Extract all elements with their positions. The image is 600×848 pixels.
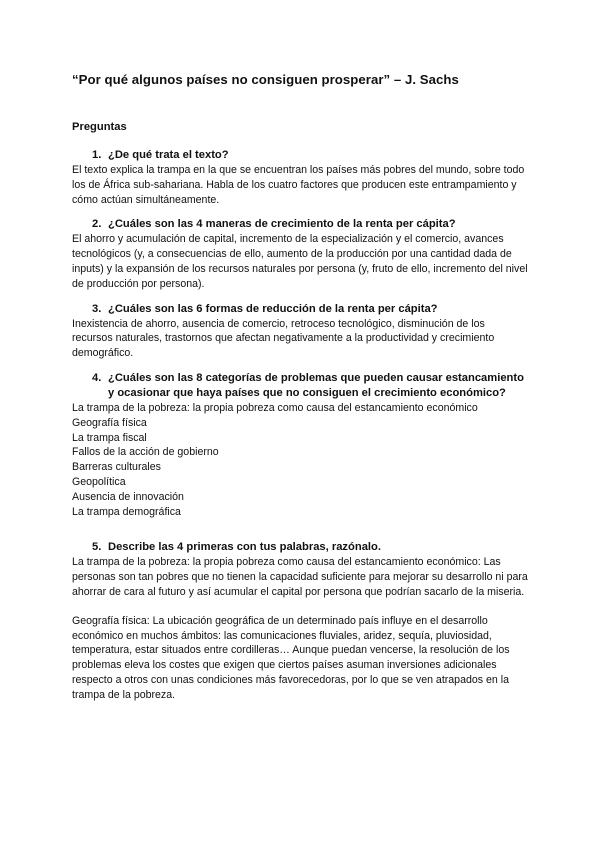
question-1	[72, 148, 528, 163]
answer-1: El texto explica la trampa en la que se encuentran los países más pobres del mundo, sobre todo los de África sub-sahariana. Habla de los cuatro factores que producen este entrampamiento y cómo actúan simultáneamente.	[72, 164, 525, 206]
question-4	[72, 371, 528, 401]
question-3-text: ¿Cuáles son las 6 formas de reducción de la renta per cápita?	[108, 302, 438, 315]
section-heading: Preguntas	[72, 121, 127, 133]
document-title: “Por qué algunos países no consiguen prosperar” – J. Sachs	[72, 72, 459, 87]
question-5-number: 5.	[92, 541, 102, 554]
question-4-number: 4.	[92, 371, 102, 384]
questions-body	[72, 148, 528, 703]
question-4-text: ¿Cuáles son las 8 categorías de problemas que pueden causar estancamiento y ocasionar que haya países que no consiguen el crecimiento económico?	[108, 371, 524, 399]
question-2	[72, 217, 528, 232]
question-1-text: ¿De qué trata el texto?	[108, 149, 229, 161]
question-2-text: ¿Cuáles son las 4 maneras de crecimiento de la renta per cápita?	[108, 218, 456, 231]
list-item: Barreras culturales	[72, 461, 161, 474]
question-1-number: 1.	[92, 149, 102, 161]
question-5	[72, 540, 528, 555]
list-item: La trampa fiscal	[72, 431, 147, 444]
question-3	[72, 302, 528, 317]
answer-5-paragraph-2: Geografía física: La ubicación geográfica de un determinado país influye en el desarrollo económico en muchos ámbitos: las comunicaciones fluviales, aridez, sequía, pluviosidad, temperatura, estar situados entre cordilleras… Aunque puedan vencerse, la resolución de los problemas eleva los costes que exigen que ciertos países asuman inversiones adicionales respecto a otros con unas condiciones más favorecedoras, por lo que se ven atrapados en la trampa de la pobreza.	[72, 614, 510, 701]
list-item: Ausencia de innovación	[72, 490, 184, 503]
list-item: Geografía física	[72, 416, 147, 429]
question-5-text: Describe las 4 primeras con tus palabras, razónalo.	[108, 541, 381, 554]
question-3-number: 3.	[92, 302, 102, 315]
answer-4-list	[72, 401, 528, 519]
list-item: Fallos de la acción de gobierno	[72, 446, 219, 459]
list-item: Geopolítica	[72, 475, 126, 488]
list-item: La trampa demográfica	[72, 505, 181, 518]
answer-2: El ahorro y acumulación de capital, incremento de la especialización y el comercio, avances tecnológicos (y, a consecuencias de ello, aumento de la producción por una cantidad dada de inputs) y la expansión de los recursos naturales por persona (y, fruto de ello, incremento del nivel de producción por persona).	[72, 233, 528, 290]
answer-3: Inexistencia de ahorro, ausencia de comercio, retroceso tecnológico, disminución de los recursos naturales, trastornos que afectan negativamente a la productividad y crecimiento demográfico.	[72, 317, 495, 360]
answer-5-paragraph-1: La trampa de la pobreza: la propia pobreza como causa del estancamiento económico: Las personas son tan pobres que no tienen la capacidad suficiente para mejorar su desarrollo ni para ahorrar de cara al futuro y así acumular el capital por persona que podrían sacarlo de la miseria.	[72, 556, 528, 598]
list-item: La trampa de la pobreza: la propia pobreza como causa del estancamiento económico	[72, 401, 478, 414]
question-2-number: 2.	[92, 218, 102, 231]
